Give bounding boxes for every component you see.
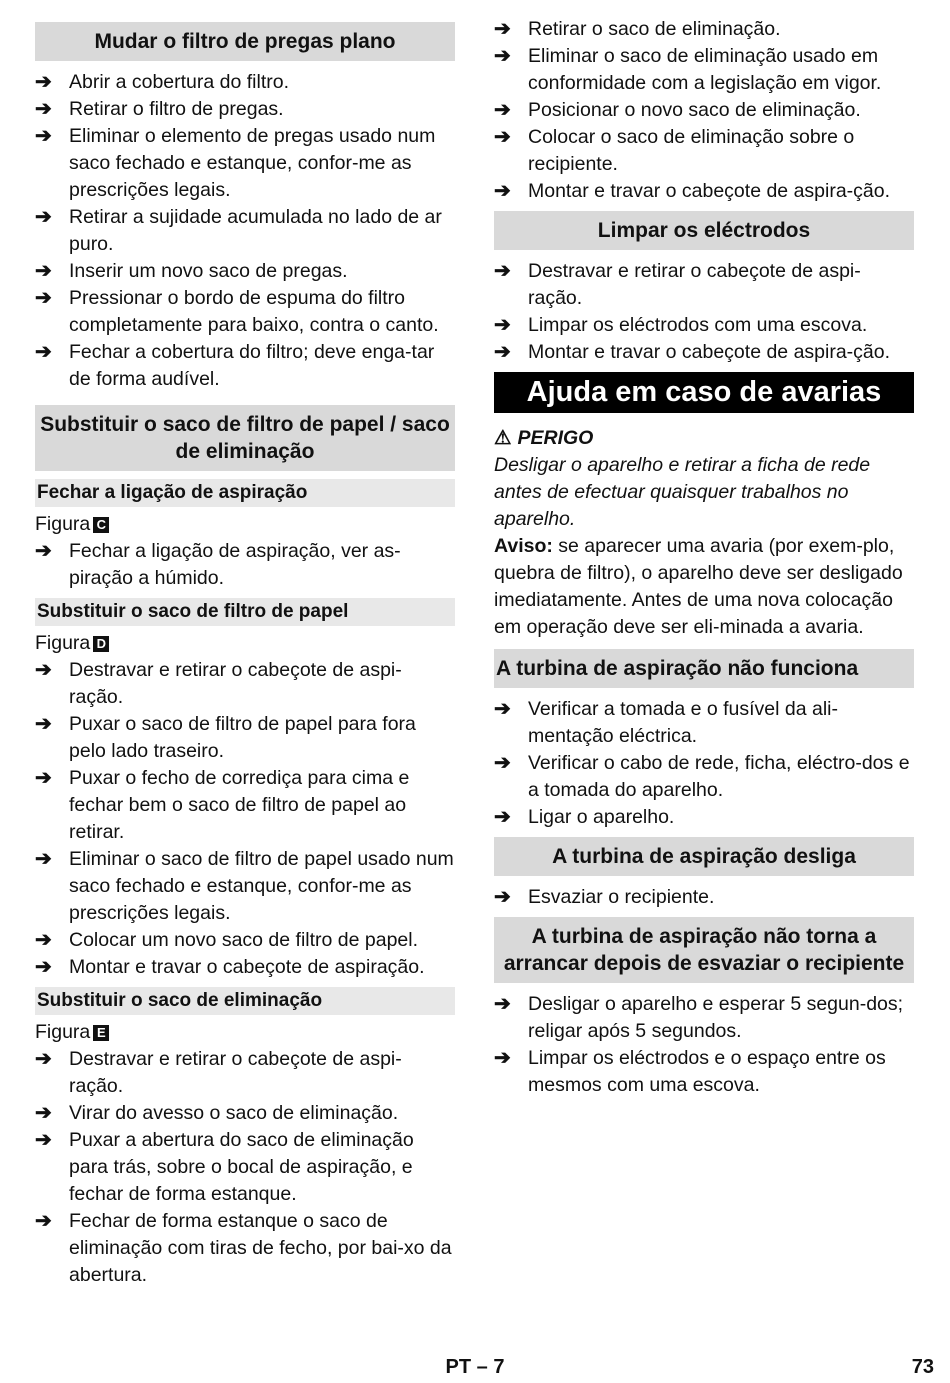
list-item: ➔ Destravar e retirar o cabeçote de aspi-ração. [35, 659, 402, 708]
heading-turbina-nao-funciona: A turbina de aspiração não funciona [494, 649, 914, 688]
list-item: ➔ Posicionar o novo saco de eliminação. [494, 97, 914, 124]
arrow-icon: ➔ [494, 45, 511, 67]
figure-e-badge: E [93, 1025, 109, 1041]
arrow-icon: ➔ [494, 180, 511, 202]
footer-section-label: PT – 7 [445, 1356, 505, 1378]
arrow-icon: ➔ [35, 713, 52, 735]
arrow-icon: ➔ [35, 341, 52, 363]
list-item: ➔ Inserir um novo saco de pregas. [35, 258, 455, 285]
list-item: ➔ Limpar os eléctrodos e o espaço entre os mesmos com uma escova. [494, 1047, 886, 1096]
arrow-icon: ➔ [494, 314, 511, 336]
figure-reference-c: Figura C [35, 511, 455, 538]
arrow-icon: ➔ [35, 848, 52, 870]
arrow-icon: ➔ [494, 993, 511, 1015]
arrow-icon: ➔ [35, 956, 52, 978]
arrow-icon: ➔ [494, 752, 511, 774]
arrow-icon: ➔ [494, 18, 511, 40]
steps-continuacao-saco-eliminacao [494, 16, 914, 205]
list-item: ➔ Retirar o filtro de pregas. [35, 96, 455, 123]
arrow-icon: ➔ [494, 1047, 511, 1069]
steps-turbina-nao-funciona [494, 696, 914, 831]
arrow-icon: ➔ [35, 1210, 52, 1232]
list-item: ➔ Fechar a cobertura do filtro; deve enga-tar de forma audível. [35, 341, 435, 390]
heading-mudar-filtro: Mudar o filtro de pregas plano [35, 22, 455, 61]
danger-text: Desligar o aparelho e retirar a ficha de rede antes de efectuar quaisquer trabalhos no aparelho. [494, 454, 871, 530]
steps-limpar-electrodos [494, 258, 914, 366]
notice-label: Aviso: [494, 535, 553, 557]
arrow-icon: ➔ [494, 886, 511, 908]
arrow-icon: ➔ [494, 698, 511, 720]
arrow-icon: ➔ [35, 125, 52, 147]
subheading-substituir-filtro-papel: Substituir o saco de filtro de papel [35, 598, 455, 626]
list-item: ➔ Puxar a abertura do saco de eliminação para trás, sobre o bocal de aspiração, e fechar de forma estanque. [35, 1129, 414, 1205]
list-item: ➔ Eliminar o saco de eliminação usado em conformidade com a legislação em vigor. [494, 45, 882, 94]
list-item: ➔ Esvaziar o recipiente. [494, 884, 914, 911]
notice-paragraph: Aviso: se aparecer uma avaria (por exem-plo, quebra de filtro), o aparelho deve ser desligado imediatamente. Antes de uma nova colocação em operação deve ser eli-minada a avaria. [494, 535, 903, 638]
list-item: ➔ Verificar a tomada e o fusível da ali-mentação eléctrica. [494, 698, 838, 747]
arrow-icon: ➔ [35, 929, 52, 951]
heading-turbina-desliga: A turbina de aspiração desliga [494, 837, 914, 876]
arrow-icon: ➔ [35, 287, 52, 309]
arrow-icon: ➔ [35, 540, 52, 562]
list-item: ➔ Virar do avesso o saco de eliminação. [35, 1100, 455, 1127]
list-item: ➔ Desligar o aparelho e esperar 5 segun-dos; religar após 5 segundos. [494, 993, 904, 1042]
left-column [35, 16, 455, 1289]
list-item: ➔ Destravar e retirar o cabeçote de aspi-ração. [494, 260, 861, 309]
arrow-icon: ➔ [35, 659, 52, 681]
list-item: ➔ Retirar a sujidade acumulada no lado de ar puro. [35, 206, 442, 255]
arrow-icon: ➔ [494, 99, 511, 121]
subheading-substituir-saco-eliminacao: Substituir o saco de eliminação [35, 987, 455, 1015]
list-item: ➔ Verificar o cabo de rede, ficha, eléctro-dos e a tomada do aparelho. [494, 752, 910, 801]
list-item: ➔ Fechar de forma estanque o saco de eliminação com tiras de fecho, por bai-xo da abertura. [35, 1210, 452, 1286]
list-item: ➔ Limpar os eléctrodos com uma escova. [494, 312, 914, 339]
steps-turbina-desliga [494, 884, 914, 911]
arrow-icon: ➔ [35, 1048, 52, 1070]
list-item: ➔ Abrir a cobertura do filtro. [35, 69, 455, 96]
steps-substituir-filtro-papel [35, 657, 455, 981]
figure-reference-e: Figura E [35, 1019, 455, 1046]
list-item: ➔ Retirar o saco de eliminação. [494, 16, 914, 43]
heading-limpar-electrodos: Limpar os eléctrodos [494, 211, 914, 250]
arrow-icon: ➔ [494, 126, 511, 148]
subheading-fechar-ligacao: Fechar a ligação de aspiração [35, 479, 455, 507]
arrow-icon: ➔ [494, 806, 511, 828]
page-number: 73 [911, 1356, 934, 1378]
list-item: ➔ Pressionar o bordo de espuma do filtro completamente para baixo, contra o canto. [35, 287, 439, 336]
list-item: ➔ Ligar o aparelho. [494, 804, 914, 831]
steps-mudar-filtro [35, 69, 455, 393]
list-item: ➔ Puxar o fecho de corrediça para cima e fechar bem o saco de filtro de papel ao retirar. [35, 767, 410, 843]
figure-reference-d: Figura D [35, 630, 455, 657]
figure-c-badge: C [93, 517, 109, 533]
steps-substituir-saco-eliminacao [35, 1046, 455, 1289]
figure-d-badge: D [93, 636, 109, 652]
list-item: ➔ Montar e travar o cabeçote de aspiração. [35, 954, 455, 981]
warning-icon: ⚠ [494, 427, 512, 449]
heading-turbina-nao-arranca: A turbina de aspiração não torna a arrancar depois de esvaziar o recipiente [494, 917, 914, 983]
chapter-title-ajuda: Ajuda em caso de avarias [494, 372, 914, 413]
arrow-icon: ➔ [35, 1129, 52, 1151]
arrow-icon: ➔ [35, 260, 52, 282]
steps-turbina-nao-arranca [494, 991, 914, 1099]
arrow-icon: ➔ [35, 767, 52, 789]
right-column [494, 16, 914, 1099]
arrow-icon: ➔ [35, 1102, 52, 1124]
list-item: ➔ Eliminar o saco de filtro de papel usado num saco fechado e estanque, confor-me as prescrições legais. [35, 848, 454, 924]
list-item: ➔ Eliminar o elemento de pregas usado num saco fechado e estanque, confor-me as prescrições legais. [35, 125, 436, 201]
steps-fechar-ligacao [35, 538, 455, 592]
arrow-icon: ➔ [35, 98, 52, 120]
list-item: ➔ Colocar o saco de eliminação sobre o recipiente. [494, 126, 855, 175]
arrow-icon: ➔ [494, 341, 511, 363]
danger-label: ⚠ PERIGO [494, 425, 914, 452]
list-item: ➔ Montar e travar o cabeçote de aspira-ção. [494, 178, 914, 205]
arrow-icon: ➔ [35, 206, 52, 228]
arrow-icon: ➔ [494, 260, 511, 282]
list-item: ➔ Montar e travar o cabeçote de aspira-ção. [494, 339, 914, 366]
arrow-icon: ➔ [35, 71, 52, 93]
heading-substituir-saco: Substituir o saco de filtro de papel / saco de eliminação [35, 405, 455, 471]
list-item: ➔ Puxar o saco de filtro de papel para fora pelo lado traseiro. [35, 713, 416, 762]
list-item: ➔ Colocar um novo saco de filtro de papel. [35, 927, 455, 954]
list-item: ➔ Fechar a ligação de aspiração, ver as-piração a húmido. [35, 540, 401, 589]
list-item: ➔ Destravar e retirar o cabeçote de aspi-ração. [35, 1048, 402, 1097]
